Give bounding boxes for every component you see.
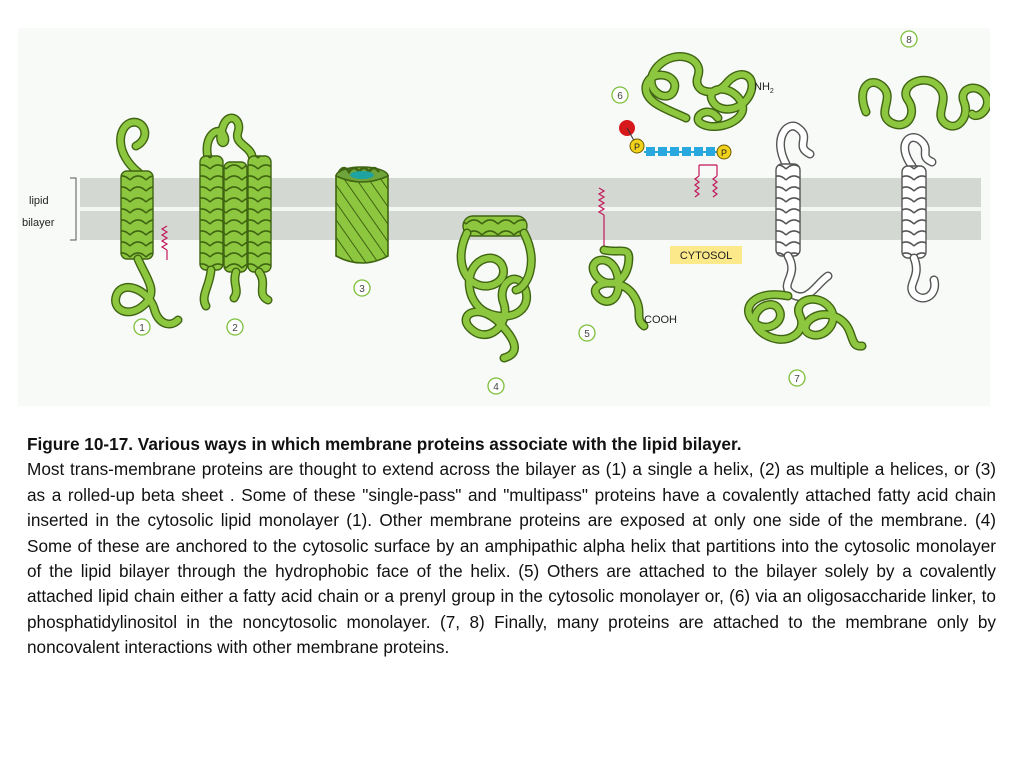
caption-title: Figure 10-17. Various ways in which membrane proteins associate with the lipid bilayer. <box>27 434 742 454</box>
cooh-label: COOH <box>644 314 677 326</box>
svg-text:8: 8 <box>906 35 912 46</box>
membrane-protein-figure <box>18 28 990 406</box>
svg-text:1: 1 <box>139 323 145 334</box>
svg-text:6: 6 <box>617 91 623 102</box>
figure-caption <box>27 432 996 661</box>
nh2-label: $NH_2$ <box>754 81 774 95</box>
caption-body: Most trans-membrane proteins are thought to extend across the bilayer as (1) a single a helix, (2) as multiple a helices, or (3) as a rolled-up beta sheet . Some of these "single-pass" and "multipass" proteins have a covalently attached fatty acid chain inserted in the cytosolic lipid monolayer (1). Other membrane proteins are exposed at only one side of the membrane. (4) Some of these are anchored to the cytosolic surface by an amphipathic alpha helix that partitions into the cytosolic monolayer of the lipid bilayer through the hydrophobic face of the helix. (5) Others are attached to the bilayer solely by a covalently attached lipid chain either a fatty acid chain or a prenyl group in the cytosolic monolayer or, (6) via an oligosaccharide linker, to phosphatidylinositol in the noncytosolic monolayer. (7, 8) Finally, many proteins are attached to the membrane only by noncovalent interactions with other membrane proteins. <box>27 459 996 658</box>
cytosol-label <box>670 246 742 264</box>
svg-text:4: 4 <box>493 382 499 393</box>
bilayer-label-text: bilayer <box>22 217 55 229</box>
svg-text:CYTOSOL: CYTOSOL <box>679 250 733 262</box>
svg-text:5: 5 <box>584 329 590 340</box>
lipid-label: lipid <box>29 195 49 207</box>
svg-text:7: 7 <box>794 374 800 385</box>
svg-text:3: 3 <box>359 284 365 295</box>
svg-text:P: P <box>720 148 728 158</box>
svg-text:2: 2 <box>232 323 238 334</box>
svg-text:P: P <box>633 142 641 152</box>
